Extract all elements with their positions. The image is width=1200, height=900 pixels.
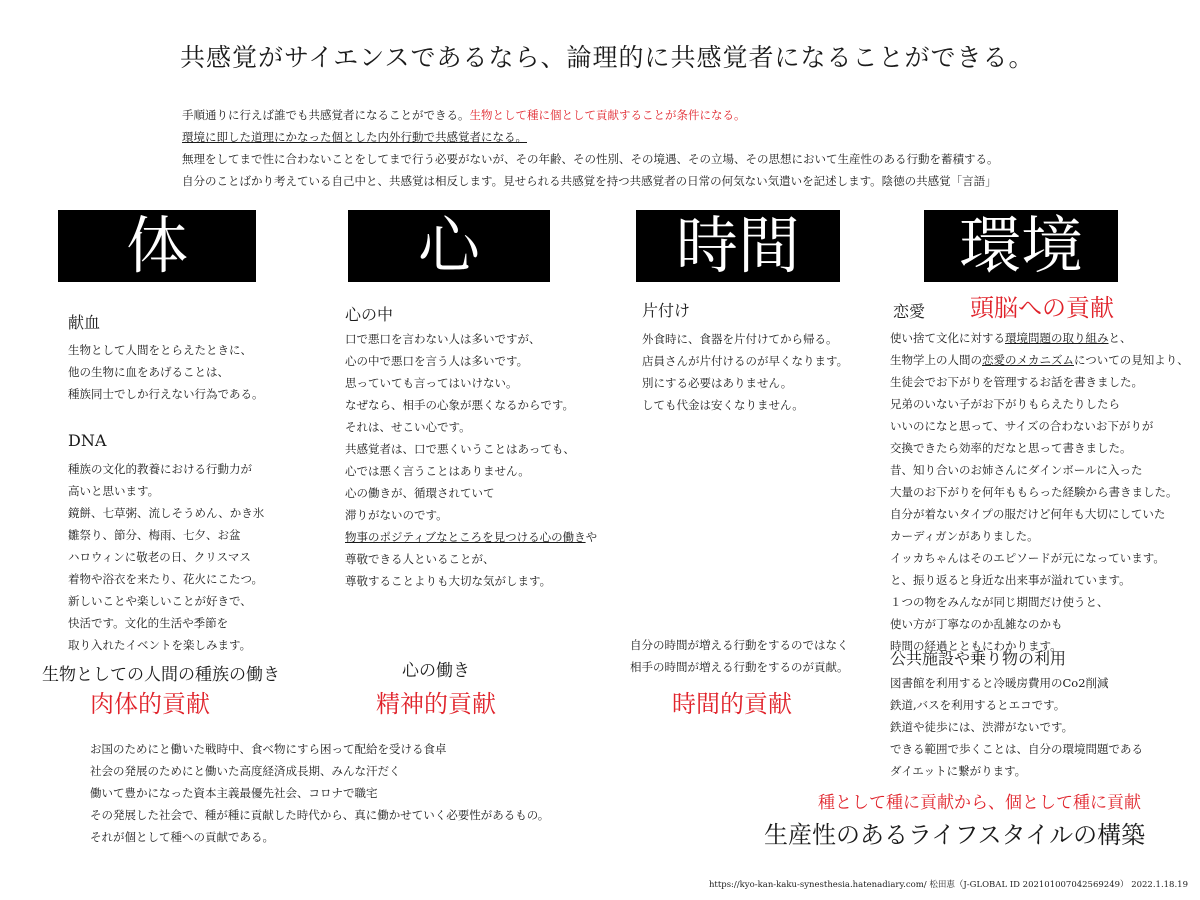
text-line: 自分の時間が増える行動をするのではなく — [630, 638, 849, 652]
mind-text — [345, 328, 597, 592]
text-line: 社会の発展のためにと働いた高度経済成長期、みんな汗だく — [90, 764, 401, 778]
text-line: １つの物をみんなが同じ期間だけ使うと、 — [890, 595, 1109, 609]
text-line: 自分が着ないタイプの服だけど何年も大切にしていた — [890, 507, 1166, 521]
text-line — [890, 349, 1189, 371]
text-part: についての見知より、 — [1074, 353, 1189, 367]
text-line: 使い方が丁寧なのか乱雑なのかも — [890, 617, 1063, 631]
text-line: 口で悪口を言わない人は多いですが、 — [345, 332, 541, 346]
underlined-text: 恋愛のメカニズム — [982, 353, 1074, 367]
intro — [182, 104, 999, 192]
text-line: と、振り返ると身近な出来事が溢れています。 — [890, 573, 1131, 587]
time-note — [630, 634, 849, 678]
env-heading: 恋愛 — [893, 302, 926, 321]
text-line: 種族同士でしか行えない行為である。 — [68, 387, 264, 401]
text-line: それが個として種への貢献である。 — [90, 830, 274, 844]
text-line: 昔、知り合いのお姉さんにダインボールに入った — [890, 463, 1143, 477]
text-line: 図書館を利用すると冷暖房費用のCo2削減 — [890, 676, 1109, 690]
text-line: 他の生物に血をあげることは、 — [68, 365, 229, 379]
text-line: 鉄道や徒歩には、渋滞がないです。 — [890, 720, 1074, 734]
text-line: イッカちゃんはそのエピソードが元になっています。 — [890, 551, 1165, 565]
text-line: 快活です。文化的生活や季節を — [68, 616, 229, 630]
underlined-text: 環境問題の取り組み — [1005, 331, 1109, 345]
text-line: お国のためにと働いた戦時中、食べ物にすら困って配給を受ける食卓 — [90, 742, 447, 756]
header-time: 時間 — [636, 210, 840, 282]
text-line — [890, 327, 1189, 349]
text-line: ハロウィンに敬老の日、クリスマス — [68, 550, 251, 564]
text-line: 時間の経過とともにわかります。 — [890, 639, 1062, 653]
intro-line-3: 無理をしてまで性に合わないことをしてまで行う必要がないが、その年齢、その性別、その境遇、その立場、その思想において生産性のある行動を蓄積する。 — [182, 152, 999, 166]
text-part: 生物学上の人間の — [890, 353, 982, 367]
intro-line-1 — [182, 104, 999, 126]
body-heading-dna: DNA — [68, 431, 107, 450]
text-line: 鏡餅、七草粥、流しそうめん、かき氷 — [68, 506, 265, 520]
text-line: 雛祭り、節分、梅雨、七夕、お盆 — [68, 528, 241, 542]
text-line: それは、せこい心です。 — [345, 420, 471, 434]
env-heading-public: 公共施設や乗り物の利用 — [890, 649, 1067, 668]
header-environment: 環境 — [924, 210, 1118, 282]
text-line: 共感覚者は、口で悪くいうことはあっても、 — [345, 442, 575, 456]
text-line: 心の働きが、循環されていて — [345, 486, 495, 500]
time-text — [642, 328, 848, 416]
header-mind: 心 — [348, 210, 550, 282]
mind-heading: 心の中 — [345, 305, 394, 324]
intro-line-4: 自分のことばかり考えている自己中と、共感覚は相反します。見せられる共感覚を持つ共感覚者の日常の何気ない気遣いを記述します。陰徳の共感覚「言語」 — [182, 174, 997, 188]
text-line: 新しいことや楽しいことが好きで、 — [68, 594, 252, 608]
text-line: 尊敬できる人といることが、 — [345, 552, 495, 566]
time-heading: 片付け — [642, 301, 691, 320]
closing-red: 種として種に貢献から、個として種に貢献 — [818, 793, 1141, 813]
text-line: 外食時に、食器を片付けてから帰る。 — [642, 332, 838, 346]
history-text — [90, 738, 549, 848]
text-line: 交換できたら効率的だなと思って書きました。 — [890, 441, 1132, 455]
text-line: 取り入れたイベントを楽しみます。 — [68, 638, 252, 652]
closing-title: 生産性のあるライフスタイルの構築 — [764, 821, 1146, 849]
text-line: なぜなら、相手の心象が悪くなるからです。 — [345, 398, 574, 412]
env-text-public — [890, 672, 1143, 782]
footer-credit: https://kyo-kan-kaku-synesthesia.hatenadiary.com/ 松田恵（J-GLOBAL ID 202101007042569249） 2022.1.18.19 — [708, 880, 1188, 890]
text-line: 心の中で悪口を言う人は多いです。 — [345, 354, 529, 368]
intro-underlined: 環境に即した道理にかなった個とした内外行動で共感覚者になる。 — [182, 130, 527, 144]
text-line: 種族の文化的教養における行動力が — [68, 462, 252, 476]
text-line: 高いと思います。 — [68, 484, 160, 498]
body-label: 生物としての人間の種族の働き — [42, 665, 280, 685]
text-part: と、 — [1108, 331, 1132, 345]
text-line: 相手の時間が増える行動をするのが貢献。 — [630, 660, 849, 674]
mind-label: 心の働き — [402, 661, 470, 681]
body-contribution: 肉体的貢献 — [90, 690, 210, 718]
intro-condition: 生物として種に個として貢献することが条件になる。 — [469, 108, 746, 122]
env-text — [890, 327, 1189, 657]
text-line: いいのになと思って、サイズの合わないお下がりが — [890, 419, 1154, 433]
mind-contribution: 精神的貢献 — [376, 690, 496, 718]
text-line: 着物や浴衣を来たり、花火にこたつ。 — [68, 572, 264, 586]
underlined-text: 物事のポジティブなところを見つける心の働き — [345, 530, 586, 544]
text-line: 滞りがないのです。 — [345, 508, 448, 522]
text-line: 別にする必要はありません。 — [642, 376, 793, 390]
intro-line-2 — [182, 126, 999, 148]
text-line: 兄弟のいない子がお下がりもらえたりしたら — [890, 397, 1120, 411]
text-line: 思っていても言ってはいけない。 — [345, 376, 518, 390]
text-line: 尊敬することよりも大切な気がします。 — [345, 574, 552, 588]
body-text-blood — [68, 339, 264, 405]
body-heading-blood: 献血 — [68, 313, 101, 332]
text-line: 心では悪く言うことはありません。 — [345, 464, 530, 478]
env-red-heading: 頭脳への貢献 — [970, 294, 1114, 322]
text-line: その発展した社会で、種が種に貢献した時代から、真に働かせていく必要性があるもの。 — [90, 808, 550, 822]
text-part: 使い捨て文化に対する — [890, 331, 1005, 345]
body-text-dna — [68, 458, 264, 656]
text-line — [345, 526, 597, 548]
text-line: 生物として人間をとらえたときに、 — [68, 343, 252, 357]
header-body: 体 — [58, 210, 256, 282]
text-line: 大量のお下がりを何年ももらった経験から書きました。 — [890, 485, 1178, 499]
intro-text: 手順通りに行えば誰でも共感覚者になることができる。 — [182, 108, 470, 122]
text-tail: や — [585, 530, 598, 544]
text-line: ダイエットに繋がります。 — [890, 764, 1027, 778]
text-line: 鉄道,バスを利用するとエコです。 — [890, 698, 1066, 712]
text-line: 働いて豊かになった資本主義最優先社会、コロナで職宅 — [90, 786, 378, 800]
text-line: できる範囲で歩くことは、自分の環境問題である — [890, 742, 1143, 756]
text-line: 生徒会でお下がりを管理するお話を書きました。 — [890, 375, 1143, 389]
text-line: しても代金は安くなりません。 — [642, 398, 804, 412]
text-line: 店員さんが片付けるのが早くなります。 — [642, 354, 849, 368]
page-title: 共感覚がサイエンスであるなら、論理的に共感覚者になることができる。 — [180, 43, 1035, 72]
time-contribution: 時間的貢献 — [672, 690, 792, 718]
text-line: カーディガンがありました。 — [890, 529, 1039, 543]
